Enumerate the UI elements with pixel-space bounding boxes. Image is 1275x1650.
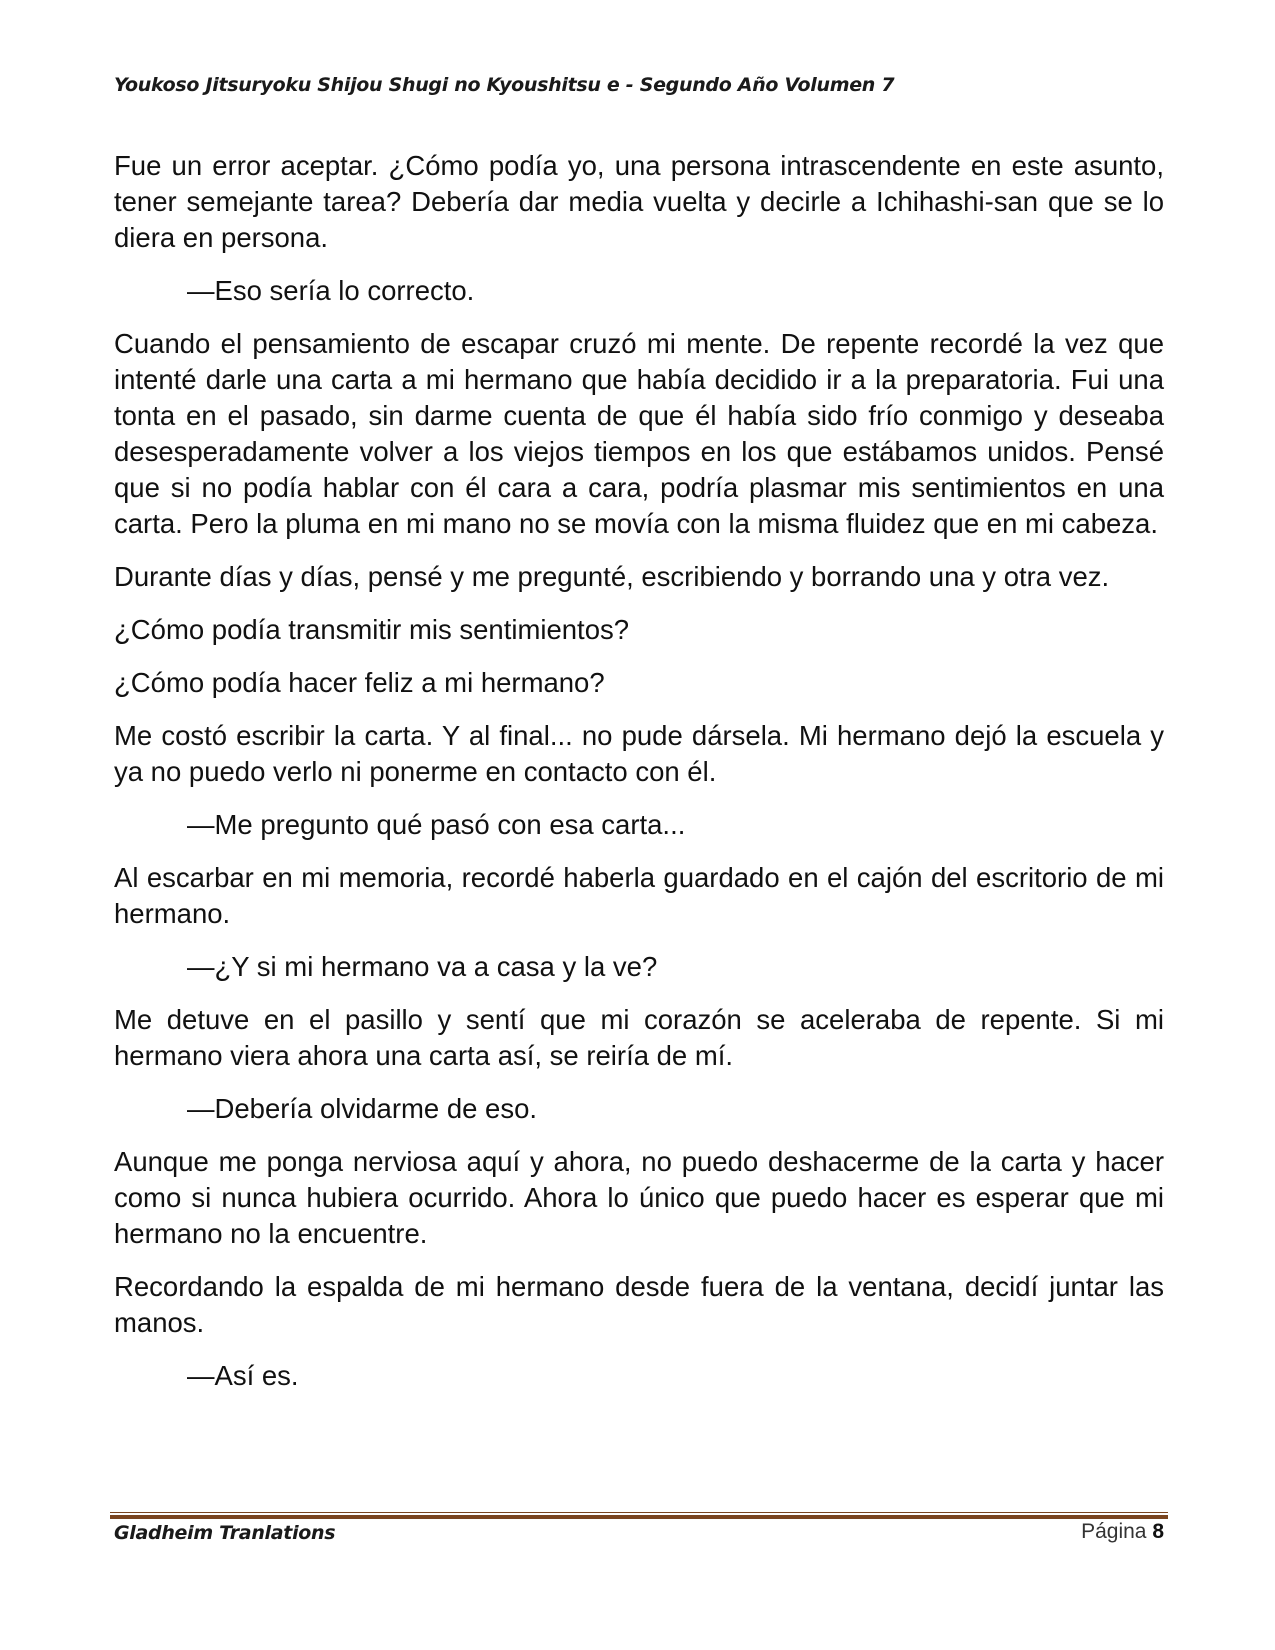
page-header: Youkoso Jitsuryoku Shijou Shugi no Kyoushitsu e - Segundo Año Volumen 7	[114, 74, 895, 96]
body-text	[114, 148, 1164, 1411]
paragraph: Durante días y días, pensé y me pregunté, escribiendo y borrando una y otra vez.	[114, 561, 1110, 592]
dialog-line: —Debería olvidarme de eso.	[187, 1093, 538, 1124]
paragraph: Fue un error aceptar. ¿Cómo podía yo, una persona intrascendente en este asunto, tener semejante tarea? Debería dar media vuelta y decirle a Ichihashi-san que se lo diera en persona.	[114, 150, 1164, 253]
paragraph: Aunque me ponga nerviosa aquí y ahora, no puedo deshacerme de la carta y hacer como si nunca hubiera ocurrido. Ahora lo único que puedo hacer es esperar que mi hermano no la encuentre.	[114, 1146, 1164, 1249]
footer-divider	[110, 1512, 1168, 1519]
dialog-line: —Así es.	[187, 1360, 299, 1391]
paragraph: Cuando el pensamiento de escapar cruzó mi mente. De repente recordé la vez que intenté darle una carta a mi hermano que había decidido ir a la preparatoria. Fui una tonta en el pasado, sin darme cuenta de que él había sido frío conmigo y deseaba desesperadamente volver a los viejos tiempos en los que estábamos unidos. Pensé que si no podía hablar con él cara a cara, podría plasmar mis sentimientos en una carta. Pero la pluma en mi mano no se movía con la misma fluidez que en mi cabeza.	[114, 328, 1164, 539]
footer-credit: Gladheim Tranlations	[114, 1522, 336, 1544]
footer-divider-thick	[110, 1515, 1168, 1519]
paragraph: Recordando la espalda de mi hermano desde fuera de la ventana, decidí juntar las manos.	[114, 1271, 1164, 1338]
paragraph: ¿Cómo podía transmitir mis sentimientos?	[114, 614, 630, 645]
dialog-line: —Eso sería lo correcto.	[187, 275, 475, 306]
page-number	[1081, 1520, 1164, 1544]
paragraph: Al escarbar en mi memoria, recordé haberla guardado en el cajón del escritorio de mi hermano.	[114, 862, 1164, 929]
dialog-line: —¿Y si mi hermano va a casa y la ve?	[187, 951, 658, 982]
paragraph: Me detuve en el pasillo y sentí que mi corazón se aceleraba de repente. Si mi hermano viera ahora una carta así, se reiría de mí.	[114, 1004, 1164, 1071]
paragraph: Me costó escribir la carta. Y al final... no pude dársela. Mi hermano dejó la escuela y ya no puedo verlo ni ponerme en contacto con él.	[114, 720, 1164, 787]
page-label: Página	[1081, 1520, 1147, 1543]
paragraph: ¿Cómo podía hacer feliz a mi hermano?	[114, 667, 605, 698]
page-number-value: 8	[1152, 1520, 1164, 1543]
dialog-line: —Me pregunto qué pasó con esa carta...	[187, 809, 686, 840]
footer-divider-thin	[110, 1512, 1168, 1513]
